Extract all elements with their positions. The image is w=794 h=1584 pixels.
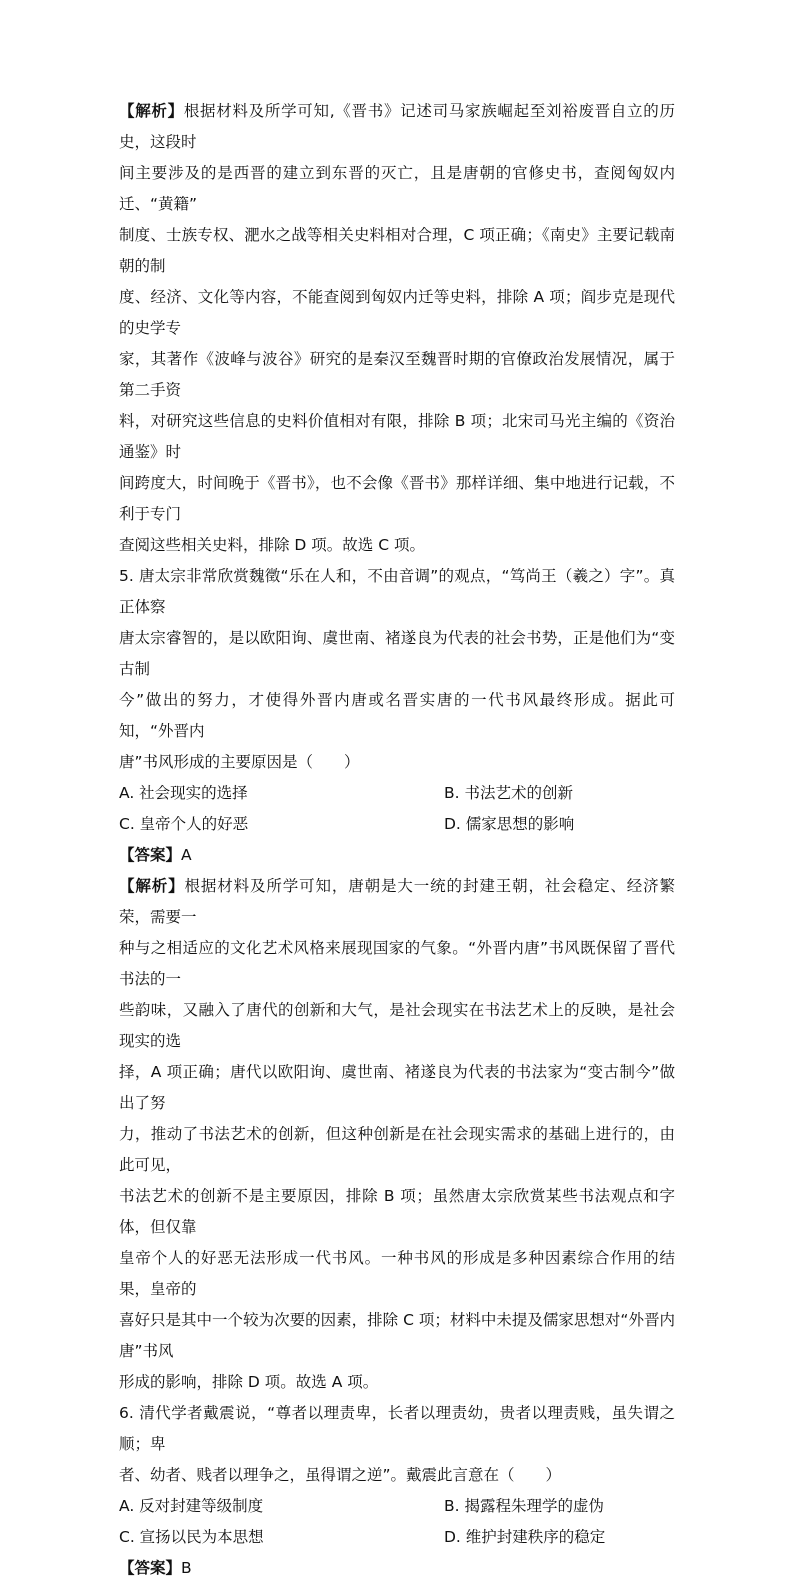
analysis-q4-line-6: 料，对研究这些信息的史料价值相对有限，排除 B 项；北宋司马光主编的《资治通鉴》时 (119, 412, 675, 461)
question-5-option-b: B. 书法艺术的创新 (444, 784, 573, 802)
question-6 (119, 1398, 675, 1584)
question-5-line-2: 唐太宗睿智的，是以欧阳询、虞世南、褚遂良为代表的社会书势，正是他们为“变古制 (119, 629, 675, 678)
question-6-option-a: A. 反对封建等级制度 (119, 1497, 264, 1515)
analysis-tag: 【解析】 (119, 877, 185, 895)
question-6-answer (119, 1553, 675, 1584)
analysis-q5-line-8: 喜好只是其中一个较为次要的因素，排除 C 项；材料中未提及儒家思想对“外晋内唐”书风 (119, 1311, 675, 1360)
question-6-options (119, 1491, 675, 1553)
analysis-q5-line-1: 【解析】根据材料及所学可知，唐朝是大一统的封建王朝，社会稳定、经济繁荣，需要一 (119, 877, 675, 926)
document-page (119, 96, 675, 1584)
analysis-q4-line-1: 【解析】根据材料及所学可知,《晋书》记述司马家族崛起至刘裕废晋自立的历史，这段时 (119, 102, 675, 151)
analysis-q4-line-8: 查阅这些相关史料，排除 D 项。故选 C 项。 (119, 536, 425, 554)
analysis-q5-line-7: 皇帝个人的好恶无法形成一代书风。一种书风的形成是多种因素综合作用的结果，皇帝的 (119, 1249, 675, 1298)
analysis-q5 (119, 871, 675, 1398)
answer-value: B (181, 1559, 192, 1577)
question-5-answer (119, 840, 675, 871)
analysis-q4-line-3: 制度、士族专权、淝水之战等相关史料相对合理，C 项正确；《南史》主要记载南朝的制 (119, 226, 675, 275)
question-5 (119, 561, 675, 871)
question-6-line-1: 6. 清代学者戴震说，“尊者以理责卑，长者以理责幼，贵者以理责贱，虽失谓之顺；卑 (119, 1404, 675, 1453)
analysis-q5-line-2: 种与之相适应的文化艺术风格来展现国家的气象。“外晋内唐”书风既保留了晋代书法的一 (119, 939, 675, 988)
question-6-option-c: C. 宣扬以民为本思想 (119, 1528, 264, 1546)
question-6-option-b: B. 揭露程朱理学的虚伪 (444, 1497, 604, 1515)
analysis-q5-line-6: 书法艺术的创新不是主要原因，排除 B 项；虽然唐太宗欣赏某些书法观点和字体，但仅靠 (119, 1187, 675, 1236)
answer-value: A (181, 846, 192, 864)
analysis-q5-line-5: 力，推动了书法艺术的创新，但这种创新是在社会现实需求的基础上进行的，由此可见， (119, 1125, 675, 1174)
question-5-line-1: 5. 唐太宗非常欣赏魏徵“乐在人和，不由音调”的观点，“笃尚王（羲之）字”。真正体察 (119, 567, 675, 616)
question-5-options (119, 778, 675, 840)
question-5-option-d: D. 儒家思想的影响 (444, 815, 575, 833)
analysis-q5-line-3: 些韵味，又融入了唐代的创新和大气，是社会现实在书法艺术上的反映，是社会现实的选 (119, 1001, 675, 1050)
analysis-q5-line-9: 形成的影响，排除 D 项。故选 A 项。 (119, 1373, 379, 1391)
analysis-tag: 【解析】 (119, 102, 184, 120)
question-5-option-a: A. 社会现实的选择 (119, 784, 248, 802)
answer-tag: 【答案】 (119, 1559, 182, 1577)
answer-tag: 【答案】 (119, 846, 182, 864)
analysis-q4-line-5: 家，其著作《波峰与波谷》研究的是秦汉至魏晋时期的官僚政治发展情况，属于第二手资 (119, 350, 675, 399)
analysis-q4-line-4: 度、经济、文化等内容，不能查阅到匈奴内迁等史料，排除 A 项；阎步克是现代的史学专 (119, 288, 675, 337)
analysis-q4 (119, 96, 675, 561)
question-5-option-c: C. 皇帝个人的好恶 (119, 815, 249, 833)
analysis-q5-line-4: 择，A 项正确；唐代以欧阳询、虞世南、褚遂良为代表的书法家为“变古制今”做出了努 (119, 1063, 675, 1112)
analysis-q4-line-7: 间跨度大，时间晚于《晋书》，也不会像《晋书》那样详细、集中地进行记载，不利于专门 (119, 474, 675, 523)
question-5-line-4: 唐”书风形成的主要原因是（ ） (119, 753, 360, 771)
question-6-line-2: 者、幼者、贱者以理争之，虽得谓之逆”。戴震此言意在（ ） (119, 1466, 562, 1484)
analysis-q4-line-2: 间主要涉及的是西晋的建立到东晋的灭亡，且是唐朝的官修史书，查阅匈奴内迁、“黄籍” (119, 164, 675, 213)
question-6-option-d: D. 维护封建秩序的稳定 (444, 1528, 606, 1546)
question-5-line-3: 今”做出的努力，才使得外晋内唐或名晋实唐的一代书风最终形成。据此可知，“外晋内 (119, 691, 675, 740)
